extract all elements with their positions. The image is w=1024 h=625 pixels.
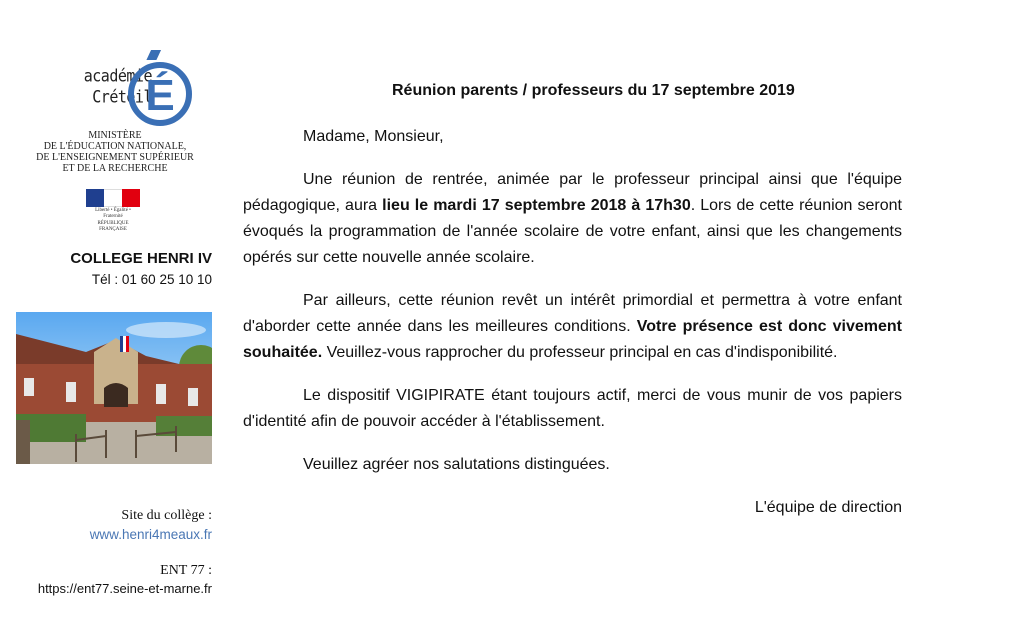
logo-line-academie: académie — [83, 66, 152, 86]
letter-salutation: Madame, Monsieur, — [303, 128, 444, 145]
ministry-line: ET DE LA RECHERCHE — [62, 163, 168, 174]
p1-text-c: . Lors de cette réunion seront évoqués la programmation de l'année scolaire de votre enfant, ainsi que les changements opérés sur cette nouvelle année scolaire. — [243, 197, 903, 266]
letter-paragraph-1 — [243, 167, 902, 271]
ministry-line: DE L'ÉDUCATION NATIONALE, — [43, 141, 187, 152]
letter-paragraph-2 — [243, 288, 902, 366]
republique-francaise-logo — [86, 189, 140, 232]
ministry-line: DE L'ENSEIGNEMENT SUPÉRIEUR — [36, 152, 194, 163]
ent-label: ENT 77 : — [160, 563, 212, 578]
college-phone: Tél : 01 60 25 10 10 — [91, 272, 212, 287]
letter-body — [243, 124, 902, 521]
logo-e-emblem-icon — [126, 48, 194, 128]
p2-emphasis: Votre présence est donc vivement souhaitée. — [243, 318, 903, 361]
ministry-line: MINISTÈRE — [88, 130, 142, 141]
flag-motto: Liberté • Égalité • Fraternité — [95, 208, 131, 219]
logo-e-letter: É — [145, 71, 175, 120]
letter-closing: Veuillez agréer nos salutations distinguées. — [303, 456, 610, 473]
academie-creteil-logo — [70, 40, 210, 130]
flag-caption: RÉPUBLIQUE FRANÇAISE — [97, 221, 129, 232]
logo-line-creteil: Créteil — [92, 87, 152, 107]
french-flag-icon — [86, 189, 140, 207]
college-website-link[interactable]: www.henri4meaux.fr — [89, 527, 212, 542]
p1-date-time: lieu le mardi 17 septembre 2018 à 17h30 — [382, 197, 691, 214]
college-name: COLLEGE HENRI IV — [70, 250, 212, 267]
ministry-block — [30, 130, 200, 174]
letter-signature: L'équipe de direction — [754, 499, 902, 516]
site-label: Site du collège : — [121, 508, 212, 523]
p2-text-c: Veuillez-vous rapprocher du professeur principal en cas d'indisponibilité. — [322, 344, 838, 361]
ent-link[interactable]: https://ent77.seine-et-marne.fr — [37, 581, 212, 596]
college-building-photo — [16, 312, 212, 464]
letter-paragraph-3: Le dispositif VIGIPIRATE étant toujours actif, merci de vous munir de vos papiers d'identité afin de pouvoir accéder à l'établissement. — [243, 387, 902, 430]
letter-title: Réunion parents / professeurs du 17 septembre 2019 — [392, 82, 795, 99]
p1-text-a: Une réunion de rentrée, animée par le professeur principal ainsi que l'équipe pédagogique, aura — [243, 171, 902, 214]
p2-text-a: Par ailleurs, cette réunion revêt un intérêt primordial et permettra à votre enfant d'aborder cette année dans les meilleures conditions. — [243, 292, 902, 335]
